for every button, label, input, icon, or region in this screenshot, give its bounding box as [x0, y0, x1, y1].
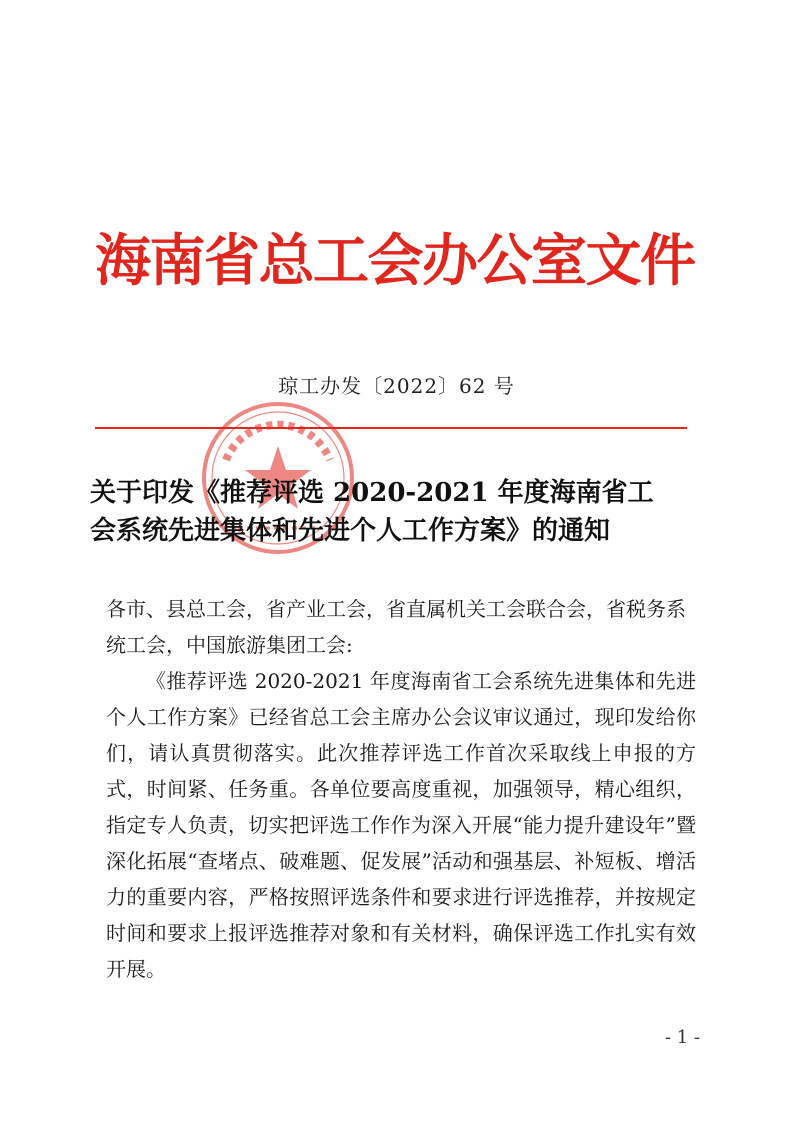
- notice-title-line-1: 关于印发《推荐评选 2020-2021 年度海南省工: [90, 478, 654, 508]
- page-number: - 1 -: [664, 1027, 700, 1048]
- notice-title: [90, 474, 710, 550]
- document-header-title: 海南省总工会办公室文件: [95, 229, 695, 294]
- notice-title-line-2: 会系统先进集体和先进个人工作方案》的通知: [90, 516, 611, 546]
- salutation-paragraph: 各市、县总工会，省产业工会，省直属机关工会联合会，省税务系统工会，中国旅游集团工会:: [106, 597, 686, 657]
- body-paragraph: 《推荐评选 2020-2021 年度海南省工会系统先进集体和先进个人工作方案》已经省总工会主席办公会议审议通过，现印发给你们，请认真贯彻落实。此次推荐评选工作首次采取线上申报的方式，时间紧、任务重。各单位要高度重视，加强领导，精心组织，指定专人负责，切实把评选工作作为深入开展“能力提升建设年”暨深化拓展“查堵点、破难题、促发展”活动和强基层、补短板、增活力的重要内容，严格按照评选条件和要求进行评选推荐，并按规定时间和要求上报评选推荐对象和有关材料，确保评选工作扎实有效开展。: [106, 669, 696, 981]
- document-number: 琼工办发〔2022〕62 号: [278, 374, 515, 398]
- header-divider: [95, 427, 687, 429]
